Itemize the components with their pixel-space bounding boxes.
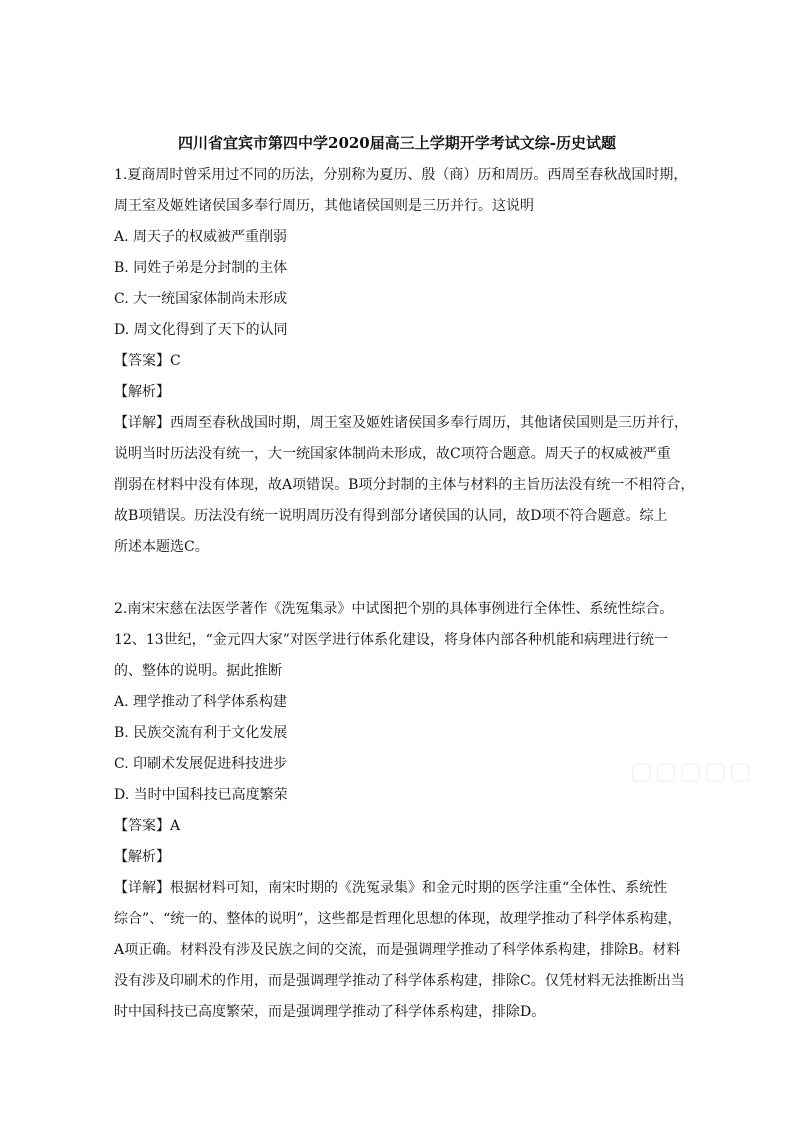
q2-detail-line-5: 时中国科技已高度繁荣，而是强调理学推动了科学体系构建，排除D。 [114,1004,546,1020]
q1-option-b: B. 同姓子弟是分封制的主体 [114,260,288,276]
q2-detail-line-1: 【详解】根据材料可知，南宋时期的《洗冤录集》和金元时期的医学注重“全体性、系统性 [114,880,668,896]
q2-option-c: C. 印刷术发展促进科技进步 [114,756,288,772]
q1-stem-line-1: 1.夏商周时曾采用过不同的历法，分别称为夏历、殷（商）历和周历。西周至春秋战国时期， [114,167,688,183]
document-body [114,160,695,1028]
q1-stem-line-2: 周王室及姬姓诸侯国多奉行周历，其他诸侯国则是三历并行。这说明 [114,198,534,214]
q1-option-c: C. 大一统国家体制尚未形成 [114,291,288,307]
q1-detail-line-3: 削弱在材料中没有体现，故A项错误。B项分封制的主体与材料的主旨历法没有统一不相符合， [114,477,695,493]
q2-detail-line-3: A项正确。材料没有涉及民族之间的交流，而是强调理学推动了科学体系构建，排除B。材料 [114,942,681,958]
q1-answer: 【答案】C [114,353,181,369]
q2-analysis-label: 【解析】 [114,849,170,865]
q2-answer: 【答案】A [114,818,181,834]
q1-analysis-label: 【解析】 [114,384,170,400]
q1-detail-line-1: 【详解】西周至春秋战国时期，周王室及姬姓诸侯国多奉行周历，其他诸侯国则是三历并行， [114,415,688,431]
q1-detail-line-2: 说明当时历法没有统一，大一统国家体制尚未形成，故C项符合题意。周天子的权威被严重 [114,446,671,462]
q2-option-a: A. 理学推动了科学体系构建 [114,694,288,710]
q2-option-b: B. 民族交流有利于文化发展 [114,725,288,741]
q2-stem-line-3: 的、整体的说明。据此推断 [114,663,282,679]
q1-detail-line-5: 所述本题选C。 [114,539,209,555]
q1-option-a: A. 周天子的权威被严重削弱 [114,229,288,245]
document-title: 四川省宜宾市第四中学2020届高三上学期开学考试文综-历史试题 [178,134,616,152]
q2-stem-line-2: 12、13世纪，“金元四大家”对医学进行体系化建设，将身体内部各种机能和病理进行统一 [114,632,668,648]
q2-option-d: D. 当时中国科技已高度繁荣 [114,787,288,803]
q1-detail-line-4: 故B项错误。历法没有统一说明周历没有得到部分诸侯国的认同，故D项不符合题意。综上 [114,508,668,524]
q2-stem-line-1: 2.南宋宋慈在法医学著作《洗冤集录》中试图把个别的具体事例进行全体性、系统性综合。 [114,601,674,617]
q1-option-d: D. 周文化得到了天下的认同 [114,322,288,338]
q2-detail-line-4: 没有涉及印刷术的作用，而是强调理学推动了科学体系构建，排除C。仅凭材料无法推断出当 [114,973,685,989]
question-spacer [114,563,680,594]
faint-watermark: ▢▢▢▢▢ [630,757,754,785]
q2-detail-line-2: 综合”、“统一的、整体的说明”，这些都是哲理化思想的体现，故理学推动了科学体系构建， [114,911,682,927]
